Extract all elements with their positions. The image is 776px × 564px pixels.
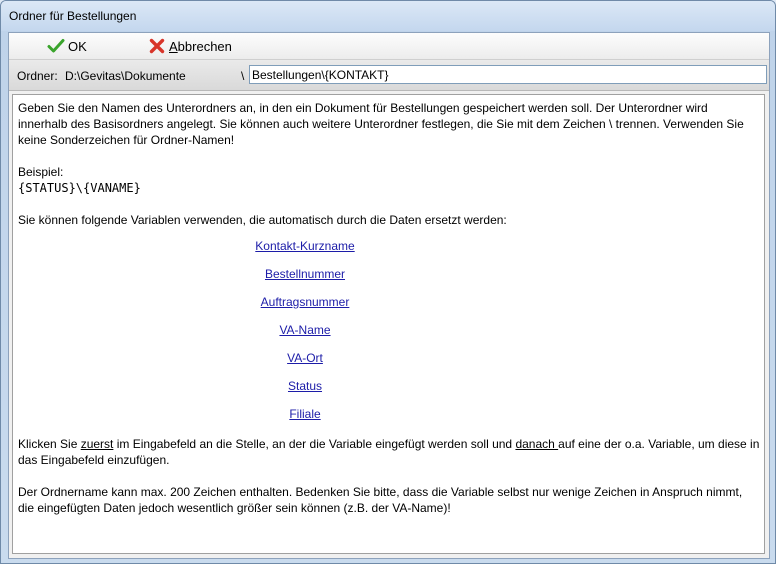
path-separator: \: [241, 69, 245, 83]
variable-link-kontakt-kurzname[interactable]: Kontakt-Kurzname: [255, 239, 355, 253]
variable-link-filiale[interactable]: Filiale: [289, 407, 321, 421]
ok-label: OK: [68, 38, 87, 54]
ok-button[interactable]: [47, 37, 87, 55]
cancel-button[interactable]: [148, 37, 232, 55]
variables-intro: Sie können folgende Variablen verwenden, die automatisch durch die Daten ersetzt werden:: [18, 213, 507, 227]
check-icon: [47, 37, 65, 55]
dialog-client-area: [8, 32, 770, 559]
help-panel: [12, 94, 765, 554]
subfolder-input[interactable]: [249, 65, 767, 84]
red-x-icon: [148, 37, 166, 55]
variable-link-bestellnummer[interactable]: Bestellnummer: [264, 267, 346, 281]
example-code: {STATUS}\{VANAME}: [18, 181, 141, 195]
base-folder-path: D:\Gevitas\Dokumente: [65, 69, 186, 83]
variable-link-va-ort[interactable]: VA-Ort: [287, 351, 323, 365]
variable-link-status[interactable]: Status: [287, 379, 323, 393]
cancel-accelerator: A: [169, 38, 178, 54]
length-limit-note: Der Ordnername kann max. 200 Zeichen enthalten. Bedenken Sie bitte, dass die Variable selbst nur wenige Zeichen in Anspruch nimmt, die eingefügten Daten jedoch wesentlich größer sein können (z.B. der VA-Name)!: [18, 485, 743, 515]
toolbar: [9, 33, 769, 60]
window-title: Ordner für Bestellungen: [9, 9, 137, 23]
intro-text: Geben Sie den Namen des Unterordners an, in den ein Dokument für Bestellungen gespeichert werden soll. Der Unterordner wird innerhalb des Basisordners angelegt. Sie können auch weitere Unterordner festlegen, die Sie mit dem Zeichen \ trennen. Verwenden Sie keine Sonderzeichen für Ordner-Namen!: [18, 101, 744, 147]
variable-link-va-name[interactable]: VA-Name: [279, 323, 331, 337]
variable-list: [18, 238, 760, 426]
click-instructions: Klicken Sie zuerst im Eingabefeld an die Stelle, an der die Variable eingefügt werden soll und danach auf eine der o.a. Variable, um diese in das Eingabefeld einzufügen.: [18, 437, 760, 467]
example-label: Beispiel:: [18, 165, 64, 179]
cancel-label: Abbrechen: [169, 38, 232, 54]
folder-label: Ordner:: [17, 69, 58, 83]
variable-link-auftragsnummer[interactable]: Auftragsnummer: [260, 295, 350, 309]
title-bar[interactable]: [1, 1, 775, 31]
folder-bar: [9, 60, 769, 91]
